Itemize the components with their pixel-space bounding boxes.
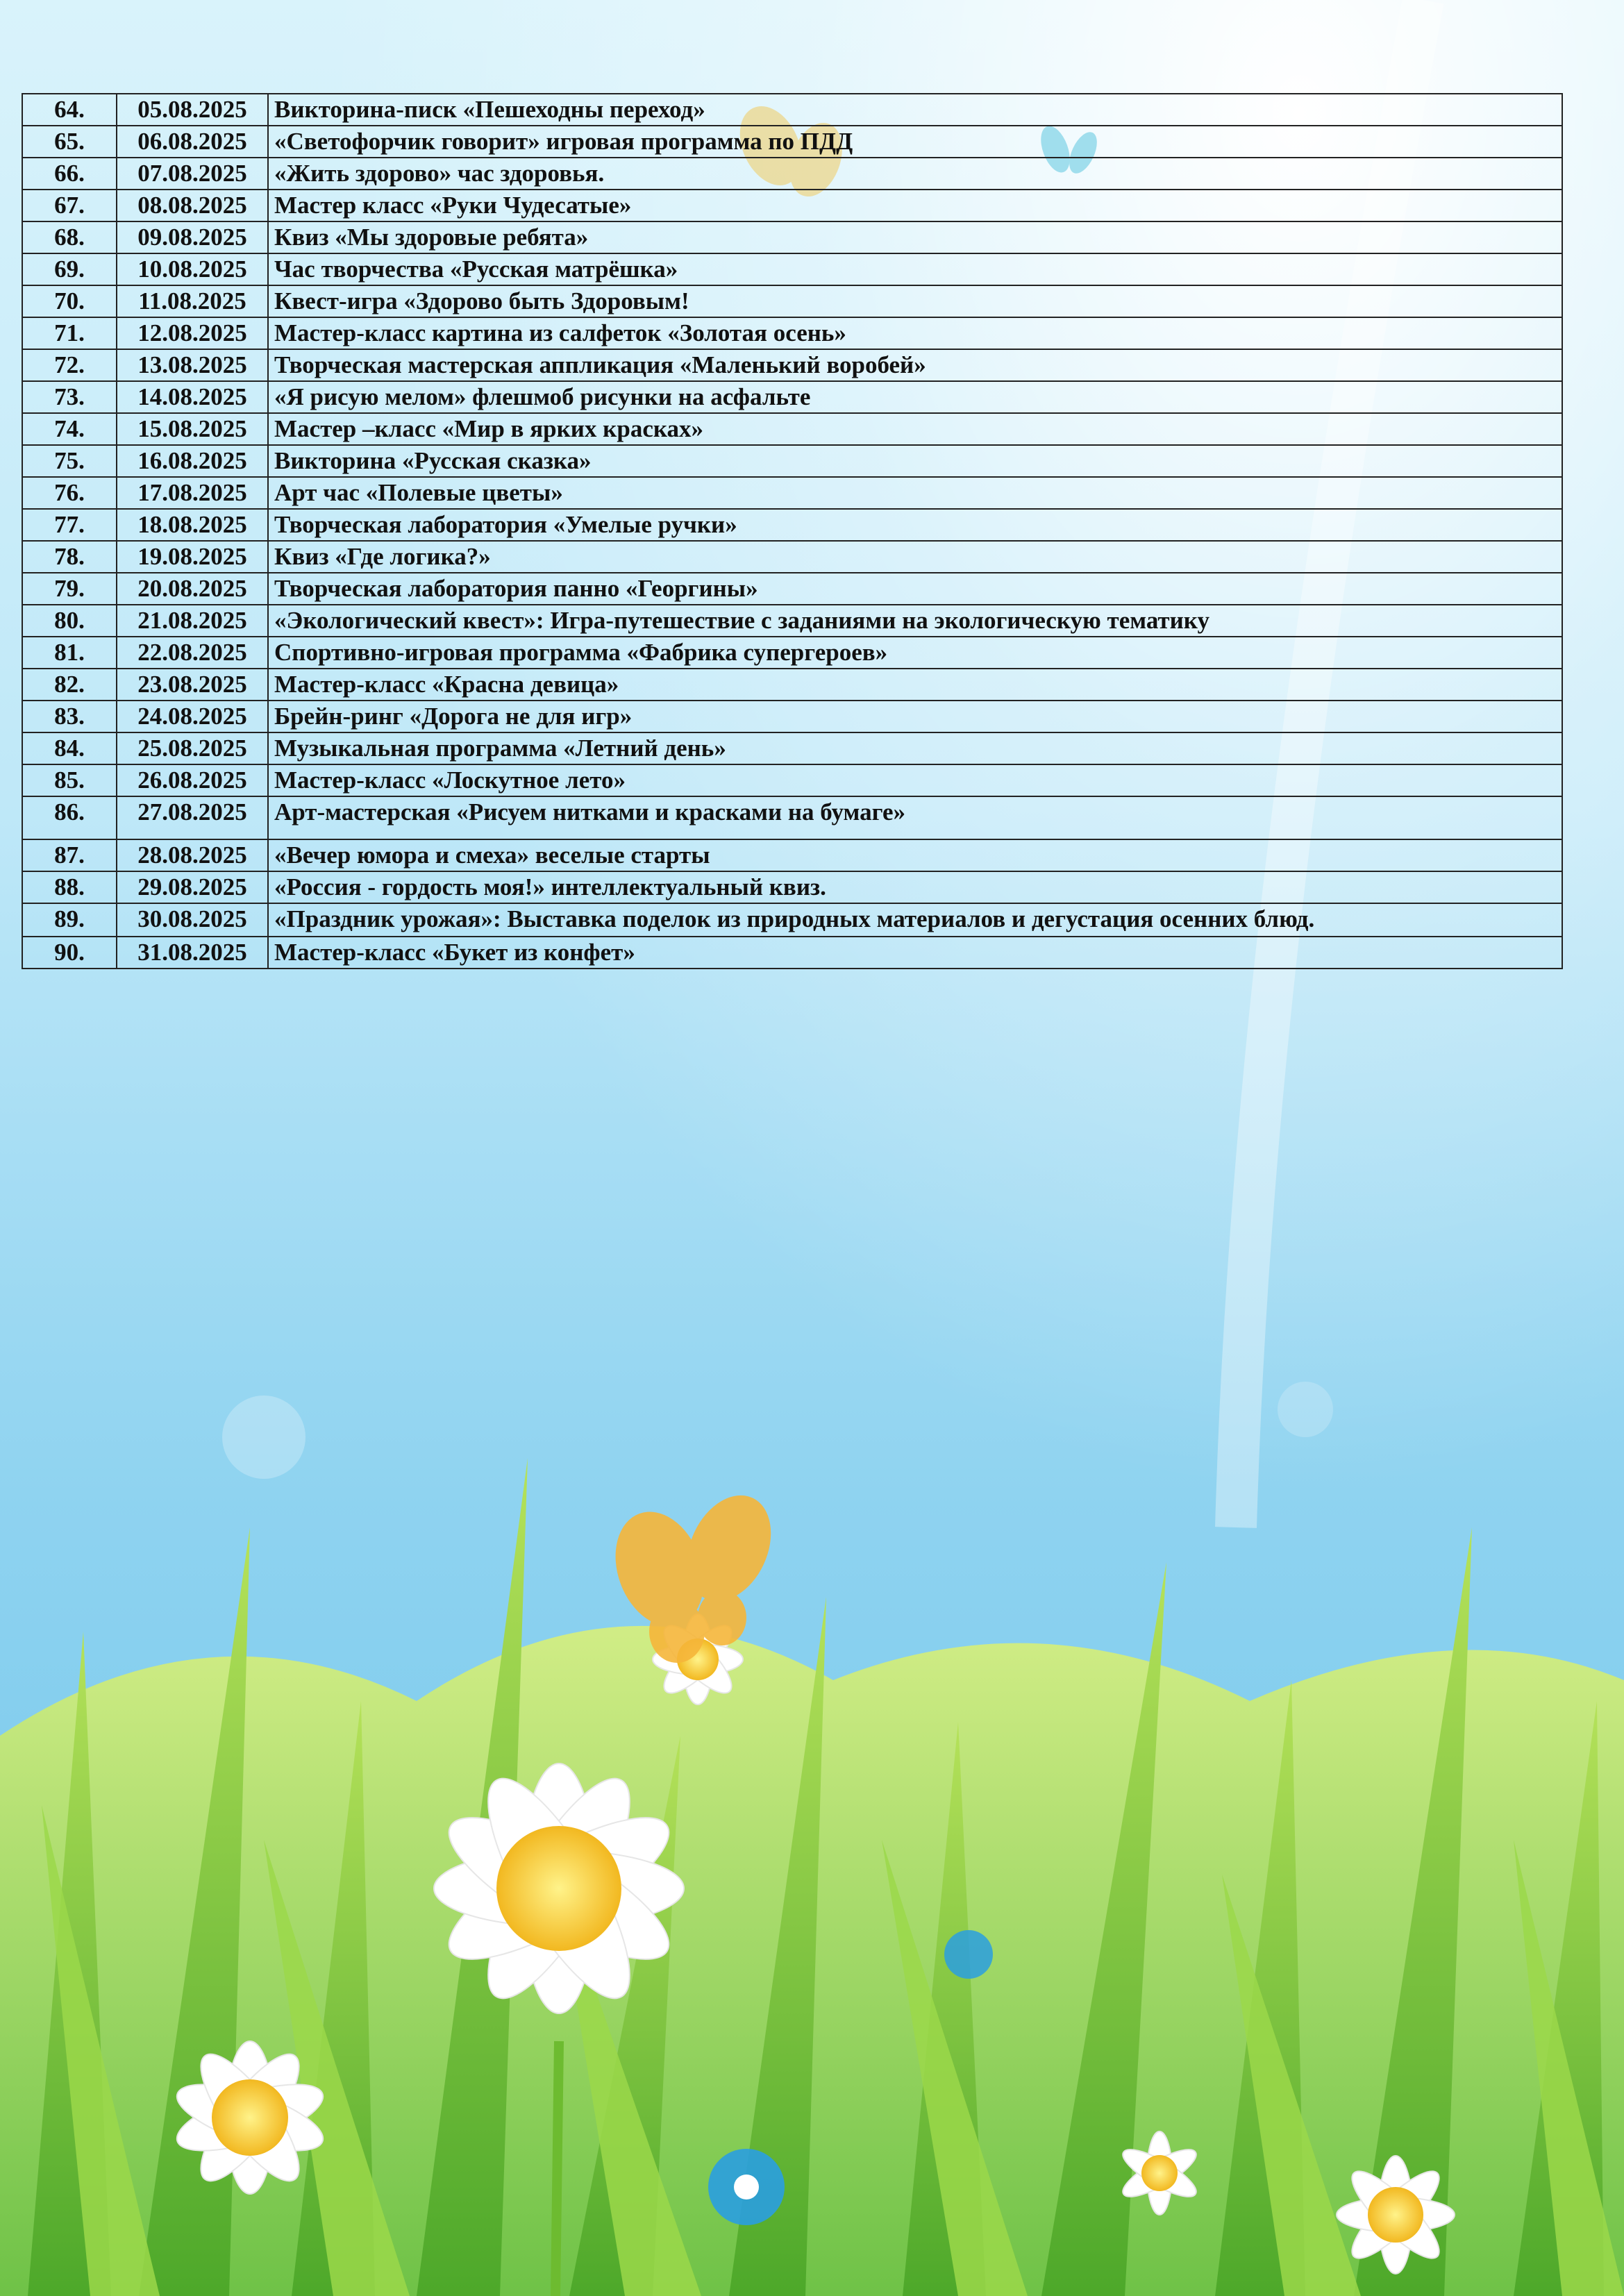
- row-date: 21.08.2025: [117, 605, 268, 637]
- row-number: 72.: [22, 349, 117, 381]
- row-date: 18.08.2025: [117, 509, 268, 541]
- row-event: Арт-мастерская «Рисуем нитками и красками на бумаге»: [268, 796, 1562, 839]
- table-row: [22, 701, 1562, 732]
- row-event: Творческая лаборатория панно «Георгины»: [268, 573, 1562, 605]
- row-event: Час творчества «Русская матрёшка»: [268, 253, 1562, 285]
- row-date: 20.08.2025: [117, 573, 268, 605]
- row-date: 14.08.2025: [117, 381, 268, 413]
- row-date: 30.08.2025: [117, 903, 268, 937]
- table-row: [22, 541, 1562, 573]
- row-number: 88.: [22, 871, 117, 903]
- row-date: 11.08.2025: [117, 285, 268, 317]
- row-event: Спортивно-игровая программа «Фабрика супергероев»: [268, 637, 1562, 669]
- table-row: [22, 413, 1562, 445]
- table-row: [22, 349, 1562, 381]
- table-row: [22, 126, 1562, 158]
- row-event: Викторина-писк «Пешеходны переход»: [268, 94, 1562, 126]
- row-number: 65.: [22, 126, 117, 158]
- row-event: «Жить здорово» час здоровья.: [268, 158, 1562, 190]
- table-row: [22, 94, 1562, 126]
- table-row: [22, 317, 1562, 349]
- row-date: 07.08.2025: [117, 158, 268, 190]
- row-event: Мастер –класс «Мир в ярких красках»: [268, 413, 1562, 445]
- row-date: 09.08.2025: [117, 221, 268, 253]
- row-event: Арт час «Полевые цветы»: [268, 477, 1562, 509]
- row-date: 13.08.2025: [117, 349, 268, 381]
- row-date: 15.08.2025: [117, 413, 268, 445]
- table-row: [22, 732, 1562, 764]
- table-row: [22, 509, 1562, 541]
- row-number: 87.: [22, 839, 117, 871]
- row-date: 27.08.2025: [117, 796, 268, 839]
- row-date: 22.08.2025: [117, 637, 268, 669]
- table-row: [22, 381, 1562, 413]
- table-row: [22, 477, 1562, 509]
- row-number: 85.: [22, 764, 117, 796]
- row-event: Мастер-класс «Лоскутное лето»: [268, 764, 1562, 796]
- row-number: 86.: [22, 796, 117, 839]
- table-row: [22, 605, 1562, 637]
- row-number: 84.: [22, 732, 117, 764]
- row-date: 16.08.2025: [117, 445, 268, 477]
- row-date: 28.08.2025: [117, 839, 268, 871]
- row-number: 83.: [22, 701, 117, 732]
- row-date: 29.08.2025: [117, 871, 268, 903]
- table-row: [22, 253, 1562, 285]
- row-date: 23.08.2025: [117, 669, 268, 701]
- row-date: 06.08.2025: [117, 126, 268, 158]
- row-date: 12.08.2025: [117, 317, 268, 349]
- row-event: Квиз «Мы здоровые ребята»: [268, 221, 1562, 253]
- row-date: 17.08.2025: [117, 477, 268, 509]
- table-row: [22, 190, 1562, 221]
- row-number: 89.: [22, 903, 117, 937]
- row-date: 08.08.2025: [117, 190, 268, 221]
- table-row: [22, 764, 1562, 796]
- row-event: Мастер-класс «Букет из конфет»: [268, 937, 1562, 969]
- table-row: [22, 637, 1562, 669]
- row-event: «Я рисую мелом» флешмоб рисунки на асфальте: [268, 381, 1562, 413]
- row-number: 69.: [22, 253, 117, 285]
- row-date: 10.08.2025: [117, 253, 268, 285]
- schedule-rows: [22, 94, 1562, 969]
- row-date: 19.08.2025: [117, 541, 268, 573]
- row-event: Мастер-класс «Красна девица»: [268, 669, 1562, 701]
- table-row: [22, 796, 1562, 839]
- row-date: 24.08.2025: [117, 701, 268, 732]
- row-number: 68.: [22, 221, 117, 253]
- row-number: 78.: [22, 541, 117, 573]
- table-row: [22, 669, 1562, 701]
- row-number: 79.: [22, 573, 117, 605]
- row-event: «Экологический квест»: Игра-путешествие с заданиями на экологическую тематику: [268, 605, 1562, 637]
- table-row: [22, 285, 1562, 317]
- row-number: 77.: [22, 509, 117, 541]
- table-row: [22, 903, 1562, 937]
- table-row: [22, 839, 1562, 871]
- row-number: 90.: [22, 937, 117, 969]
- table-row: [22, 871, 1562, 903]
- row-number: 73.: [22, 381, 117, 413]
- row-date: 25.08.2025: [117, 732, 268, 764]
- row-event: Квест-игра «Здорово быть Здоровым!: [268, 285, 1562, 317]
- row-event: «Праздник урожая»: Выставка поделок из природных материалов и дегустация осенних блюд.: [268, 903, 1562, 937]
- table-row: [22, 937, 1562, 969]
- row-event: «Россия - гордость моя!» интеллектуальный квиз.: [268, 871, 1562, 903]
- row-event: Мастер-класс картина из салфеток «Золотая осень»: [268, 317, 1562, 349]
- row-event: «Вечер юмора и смеха» веселые старты: [268, 839, 1562, 871]
- row-number: 67.: [22, 190, 117, 221]
- row-number: 70.: [22, 285, 117, 317]
- table-row: [22, 573, 1562, 605]
- row-number: 74.: [22, 413, 117, 445]
- row-number: 66.: [22, 158, 117, 190]
- row-date: 31.08.2025: [117, 937, 268, 969]
- row-event: Творческая лаборатория «Умелые ручки»: [268, 509, 1562, 541]
- row-number: 82.: [22, 669, 117, 701]
- row-date: 05.08.2025: [117, 94, 268, 126]
- row-event: Музыкальная программа «Летний день»: [268, 732, 1562, 764]
- row-number: 76.: [22, 477, 117, 509]
- row-event: Брейн-ринг «Дорога не для игр»: [268, 701, 1562, 732]
- table-row: [22, 158, 1562, 190]
- row-event: Творческая мастерская аппликация «Маленький воробей»: [268, 349, 1562, 381]
- row-event: «Светофорчик говорит» игровая программа по ПДД: [268, 126, 1562, 158]
- table-row: [22, 221, 1562, 253]
- event-schedule-table: [22, 93, 1563, 969]
- row-event: Мастер класс «Руки Чудесатые»: [268, 190, 1562, 221]
- row-number: 64.: [22, 94, 117, 126]
- row-number: 80.: [22, 605, 117, 637]
- table-row: [22, 445, 1562, 477]
- row-event: Квиз «Где логика?»: [268, 541, 1562, 573]
- row-event: Викторина «Русская сказка»: [268, 445, 1562, 477]
- row-number: 75.: [22, 445, 117, 477]
- row-date: 26.08.2025: [117, 764, 268, 796]
- row-number: 71.: [22, 317, 117, 349]
- row-number: 81.: [22, 637, 117, 669]
